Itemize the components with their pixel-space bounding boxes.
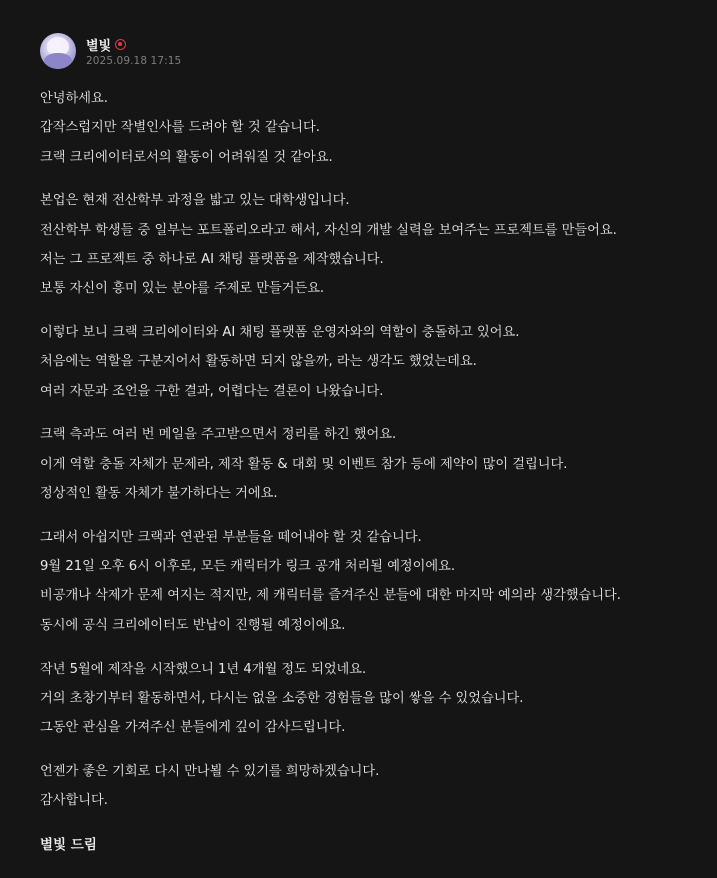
post-header	[40, 32, 181, 70]
body-line: 안녕하세요.	[40, 91, 108, 106]
body-line: 보통 자신이 흥미 있는 분야를 주제로 만들거든요.	[40, 281, 325, 297]
body-line: 정상적인 활동 자체가 불가하다는 거에요.	[40, 486, 278, 502]
author-name[interactable]: 별빛	[86, 38, 112, 54]
body-line: 크랙 측과도 여러 번 메일을 주고받으면서 정리를 하긴 했어요.	[40, 427, 397, 443]
body-line: 9월 21일 오후 6시 이후로, 모든 캐릭터가 링크 공개 처리될 예정이에요.	[40, 559, 456, 575]
body-line: 본업은 현재 전산학부 과정을 밟고 있는 대학생입니다.	[40, 193, 350, 209]
paragraph-gap	[40, 304, 700, 319]
body-line: 그동안 관심을 가져주신 분들에게 깊이 감사드립니다.	[40, 720, 346, 736]
body-line: 전산학부 학생들 중 일부는 포트폴리오라고 해서, 자신의 개발 실력을 보여주는 프로젝트를 만들어요.	[40, 222, 617, 238]
creator-badge-icon	[115, 39, 126, 50]
body-line: 여러 자문과 조언을 구한 결과, 어렵다는 결론이 나왔습니다.	[40, 383, 384, 399]
paragraph-gap	[40, 742, 700, 757]
paragraph	[40, 186, 700, 303]
post-body	[40, 84, 700, 860]
post-timestamp: 2025.09.18 17:15	[86, 55, 182, 67]
paragraph-gap	[40, 640, 700, 655]
body-line: 동시에 공식 크리에이터도 반납이 진행될 예정이에요.	[40, 617, 346, 633]
paragraph	[40, 757, 700, 816]
paragraph	[40, 420, 700, 508]
paragraph-gap	[40, 406, 700, 421]
body-line: 비공개나 삭제가 문제 여지는 적지만, 제 캐릭터를 즐겨주신 분들에 대한 마지막 예의라 생각했습니다.	[40, 588, 621, 604]
body-line: 작년 5월에 제작을 시작했으니 1년 4개월 정도 되었네요.	[40, 661, 367, 677]
author-name-row	[86, 35, 181, 53]
body-line: 처음에는 역할을 구분지어서 활동하면 되지 않을까, 라는 생각도 했었는데요.	[40, 354, 477, 370]
body-line: 그래서 아쉽지만 크랙과 연관된 부분들을 떼어내야 할 것 같습니다.	[40, 529, 422, 545]
author-info	[86, 35, 181, 67]
paragraph	[40, 655, 700, 743]
paragraph	[40, 523, 700, 640]
body-line: 갑작스럽지만 작별인사를 드려야 할 것 같습니다.	[40, 120, 320, 136]
body-line: 크랙 크리에이터로서의 활동이 어려워질 것 같아요.	[40, 149, 333, 165]
body-line: 언젠가 좋은 기회로 다시 만나뵐 수 있기를 희망하겠습니다.	[40, 763, 380, 779]
paragraph-gap	[40, 508, 700, 523]
paragraph-gap	[40, 172, 700, 187]
body-line: 이렇다 보니 크랙 크리에이터와 AI 채팅 플랫폼 운영자와의 역할이 충돌하고 있어요.	[40, 325, 520, 341]
paragraph	[40, 84, 700, 172]
body-line: 이게 역할 충돌 자체가 문제라, 제작 활동 & 대회 및 이벤트 참가 등에 제약이 많이 걸립니다.	[40, 456, 568, 472]
avatar[interactable]	[40, 33, 76, 69]
signature: 별빛 드림	[40, 837, 97, 854]
body-line: 감사합니다.	[40, 793, 108, 809]
body-line: 거의 초창기부터 활동하면서, 다시는 없을 소중한 경험들을 많이 쌓을 수 있었습니다.	[40, 690, 524, 706]
body-line: 저는 그 프로젝트 중 하나로 AI 채팅 플랫폼을 제작했습니다.	[40, 251, 384, 267]
paragraph	[40, 318, 700, 406]
paragraph-gap	[40, 816, 700, 831]
